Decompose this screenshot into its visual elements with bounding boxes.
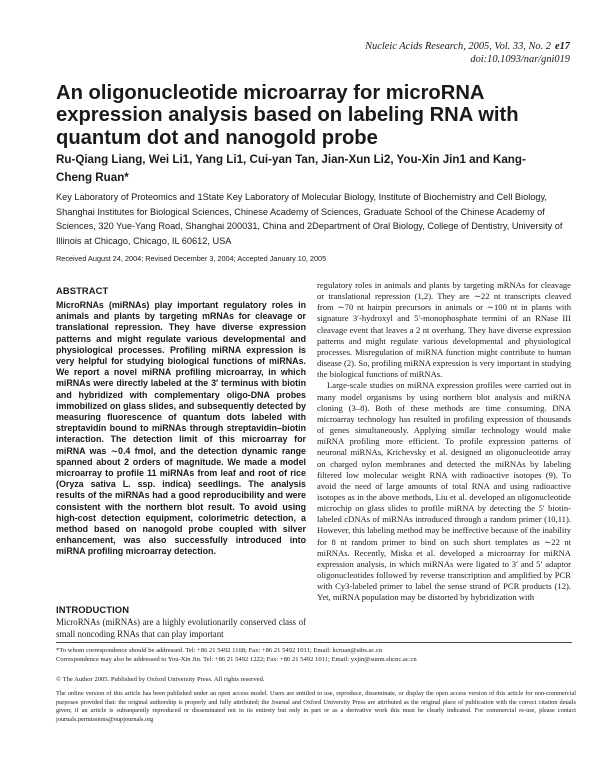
- article-code: e17: [554, 41, 570, 52]
- received-dates: Received August 24, 2004; Revised December 3, 2004; Accepted January 10, 2005: [56, 254, 327, 263]
- affiliations: Key Laboratory of Proteomics and 1State Key Laboratory of Molecular Biology, Institute of Biochemistry and Cell Biology, Shanghai Institutes for Biological Sciences, Chinese Academy of Sciences, Graduate School of the Chinese Academy of Sciences, 320 Yue-Yang Road, Shanghai 200031, China and 2Department of Oral Biology, College of Dentistry, University of Illinois at Chicago, Chicago, IL 60612, USA: [56, 192, 563, 246]
- body-paragraph-2: Large-scale studies on miRNA expression profiles were carried out in many model organisms by using northern blot analysis and miRNA cloning (3–8). Both of these methods are time consuming. DNA microarray technology has resulted in profiling expression of thousands of genes simultaneously. Applying similar technology would make miRNA profiling more efficient. To profile expression patterns of neuronal miRNAs, Krichevsky et al. designed an oligonucleotide array on charged nylon membranes and detected the miRNAs by labeling filtered low molecular weight RNA with radioactive isotopes (9). To avoid the need of large amounts of total RNA and using radioactive isotopes as in the above methods, Liu et al. developed an oligonucleotide microchip on glass slides to profile miRNA by detecting the 5′ biotin-labeled cDNAs of miRNAs introduced through a random primer (10,11). However, this labeling method may be ineffective because of the inability for 8 nt random primer to bind on such short templates as ∼22 nt miRNAs. Recently, Miska et al. developed a microarray for miRNA expression analysis, in which miRNAs were ligated to 3′ and 5′ adaptor oligonucleotides followed by reverse transcription and amplified by PCR with Cy3-labeled primer to label the sense strand of PCR products (12). Yet, miRNA population may be distorted by hybridization with: [317, 380, 571, 603]
- copyright-notice: © The Author 2005. Published by Oxford University Press. All rights reserved.: [56, 676, 265, 683]
- footnote-corresponding-author: *To whom correspondence should be addressed. Tel: +86 21 5492 1168; Fax: +86 21 5492 1011; Email: kcruan@sibs.ac.cn: [56, 647, 383, 654]
- body-paragraph-1: regulatory roles in animals and plants by targeting mRNAs for cleavage or translational repression (1,2). They are ∼22 nt transcripts cleaved from ∼70 nt hairpin precursors in animals or ∼100 nt in plants with signature 3′-hydroxyl and 5′-monophosphate termini of an RNase III cleavage event that leaves a 2 nt overhang. They have diverse expression patterns and might regulate various developmental and physiological processes. Misregulation of miRNA function might contribute to human disease (2). So, profiling miRNA expression is very important in studying the biological functions of miRNAs.: [317, 280, 571, 380]
- abstract-body: MicroRNAs (miRNAs) play important regulatory roles in animals and plants by targeting mRNAs for cleavage or translational repression. They have diverse expression patterns and might regulate various developmental and physiological processes. Profiling miRNA expression is very helpful for studying biological functions of miRNAs. We report a novel miRNA profiling microarray, in which miRNAs were directly labeled at the 3′ terminus with biotin and hybridized with complementary oligo-DNA probes immobilized on glass slides, and subsequently detected by measuring fluorescence of quantum dots labeled with streptavidin bound to miRNAs through streptavidin–biotin interaction. The detection limit of this microarray for miRNA was ∼0.4 fmol, and the detection dynamic range spanned about 2 orders of magnitude. We made a model microarray to profile 11 miRNAs from leaf and root of rice (Oryza sativa L. ssp. indica) seedlings. The analysis results of the miRNAs had a good reproducibility and were consistent with the northern blot result. To avoid using high-cost detection equipment, colorimetric detection, a method based on nanogold probe coupled with silver enhancement, was also successfully introduced into miRNA profiling microarray detection.: [56, 300, 306, 557]
- author-list: Ru-Qiang Liang, Wei Li1, Yang Li1, Cui-yan Tan, Jian-Xun Li2, You-Xin Jin1 and Kang-Cheng Ruan*: [56, 153, 526, 184]
- footnote-divider: [56, 642, 572, 643]
- journal-citation: Nucleic Acids Research, 2005, Vol. 33, No. 2: [365, 41, 551, 52]
- footnote-secondary-correspondence: Correspondence may also be addressed to You-Xin Jin. Tel: +86 21 5492 1222; Fax: +86 21 5492 1011; Email: yxjin@sunm.shcnc.ac.cn: [56, 656, 417, 664]
- right-column: [317, 280, 571, 604]
- open-access-license: The online version of this article has been published under an open access model. Users are entitled to use, reproduce, disseminate, or display the open access version of this article for non-commercial purposes provided that: the original authorship is properly and fully attributed; the Journal and Oxford University Press are attributed as the original place of publication with the correct citation details given; if an article is subsequently reproduced or disseminated not in its entirety but only in part or as a derivative work this must be clearly indicated. For commercial re-use, please contact journals.permissions@oupjournals.org: [56, 690, 576, 723]
- doi: doi:10.1093/nar/gni019: [470, 53, 570, 65]
- journal-header: [365, 41, 570, 66]
- introduction-body: MicroRNAs (miRNAs) are a highly evolutionarily conserved class of small noncoding RNAs that can play important: [56, 617, 306, 639]
- introduction-heading: INTRODUCTION: [56, 604, 130, 615]
- footnotes: [56, 646, 576, 665]
- abstract-heading: ABSTRACT: [56, 285, 109, 296]
- article-title: An oligonucleotide microarray for microRNA expression analysis based on labeling RNA with quantum dot and nanogold probe: [56, 82, 519, 149]
- left-column: [56, 285, 306, 558]
